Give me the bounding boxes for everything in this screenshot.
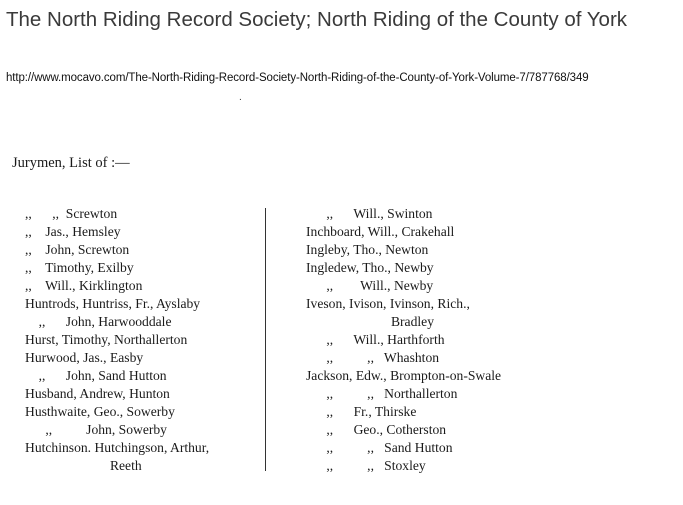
list-item: ,, Will., Kirklington bbox=[25, 278, 143, 293]
list-item: Hutchinson. Hutchingson, Arthur, bbox=[25, 440, 210, 455]
list-item: ,, John, Harwooddale bbox=[25, 314, 172, 329]
list-item: ,, Jas., Hemsley bbox=[25, 224, 121, 239]
list-item: ,, ,, Stoxley bbox=[306, 458, 426, 473]
list-item: Inchboard, Will., Crakehall bbox=[306, 224, 455, 239]
list-item: Jackson, Edw., Brompton-on-Swale bbox=[306, 368, 502, 383]
list-item: Iveson, Ivison, Ivinson, Rich., bbox=[306, 296, 470, 311]
list-item: Reeth bbox=[25, 458, 142, 473]
list-item: ,, John, Screwton bbox=[25, 242, 130, 257]
list-item: ,, ,, Northallerton bbox=[306, 386, 458, 401]
source-url[interactable]: http://www.mocavo.com/The-North-Riding-Record-Society-North-Riding-of-the-County-of-York-Volume-7/787768/349 bbox=[6, 72, 589, 84]
list-item: ,, John, Sand Hutton bbox=[25, 368, 167, 383]
list-item: ,, Will., Swinton bbox=[306, 206, 433, 221]
list-item: Bradley bbox=[306, 314, 434, 329]
page-title: The North Riding Record Society; North Riding of the County of York bbox=[6, 8, 628, 31]
list-item: Ingledew, Tho., Newby bbox=[306, 260, 434, 275]
list-item: ,, Geo., Cotherston bbox=[306, 422, 447, 437]
column-divider bbox=[265, 208, 266, 471]
list-item: Husband, Andrew, Hunton bbox=[25, 386, 170, 401]
right-column bbox=[306, 205, 566, 475]
list-item: Husthwaite, Geo., Sowerby bbox=[25, 404, 175, 419]
list-item: ,, Timothy, Exilby bbox=[25, 260, 134, 275]
list-item: ,, John, Sowerby bbox=[25, 422, 167, 437]
list-item: ,, Will., Newby bbox=[306, 278, 434, 293]
dot-mark: . bbox=[239, 92, 242, 103]
list-item: Hurst, Timothy, Northallerton bbox=[25, 332, 188, 347]
list-item: ,, ,, Screwton bbox=[25, 206, 118, 221]
list-item: ,, ,, Whashton bbox=[306, 350, 440, 365]
list-item: Hurwood, Jas., Easby bbox=[25, 350, 144, 365]
list-item: ,, Will., Harthforth bbox=[306, 332, 445, 347]
list-item: ,, Fr., Thirske bbox=[306, 404, 417, 419]
list-item: Huntrods, Huntriss, Fr., Ayslaby bbox=[25, 296, 201, 311]
list-item: Ingleby, Tho., Newton bbox=[306, 242, 429, 257]
list-heading: Jurymen, List of :— bbox=[12, 155, 130, 171]
list-item: ,, ,, Sand Hutton bbox=[306, 440, 453, 455]
left-column bbox=[25, 205, 265, 475]
